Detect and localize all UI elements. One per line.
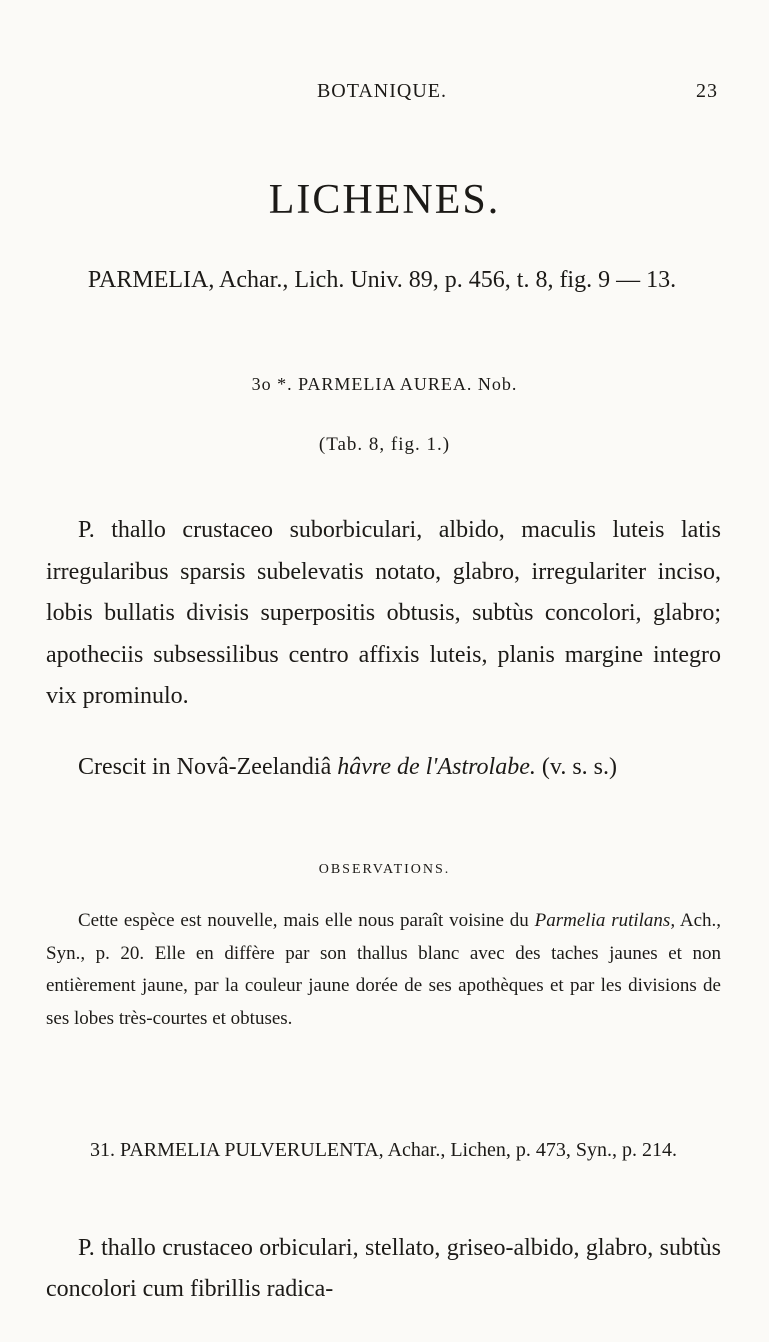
species2-heading: [46, 1130, 721, 1170]
genus-name: PARMELIA,: [87, 267, 215, 293]
habitat-locality: hâvre de l'Astrolabe.: [337, 754, 536, 780]
species-description: P. thallo crustaceo suborbiculari, albido, maculis luteis latis irregularibus sparsis subelevatis notato, glabro, irregulariter inciso, lobis bullatis divisis superpositis obtusis, subtùs concolori, glabro; apotheciis subsessilibus centro affixis luteis, planis margine integro vix prominulo.: [46, 517, 721, 709]
habitat-suffix: (v. s. s.): [541, 754, 617, 780]
page-header: [46, 80, 718, 110]
obs-text-before: Cette espèce est nouvelle, mais elle nous paraît voisine du: [78, 910, 529, 931]
genus-citation: Achar., Lich. Univ. 89, p. 456, t. 8, fig. 9 — 13.: [219, 267, 677, 293]
genus-heading: [46, 262, 718, 298]
page-number: 23: [696, 80, 718, 102]
obs-species-ref: Parmelia rutilans,: [534, 910, 676, 931]
habitat-paragraph: [46, 747, 721, 788]
obs-text-after: Ach., Syn., p. 20. Elle en diffère par son thallus blanc avec des taches jaunes et non entièrement jaune, par la couleur jaune dorée de ses apothèques et par les divisions de ses lobes très-courtes et obtuses.: [46, 910, 722, 1029]
section-title: LICHENES.: [268, 177, 501, 223]
plate-reference: (Tab. 8, fig. 1.): [318, 434, 451, 455]
species2-name: 31. PARMELIA PULVERULENTA,: [90, 1139, 384, 1161]
habitat-prefix: Crescit in Novâ-Zeelandiâ: [78, 754, 332, 780]
observations-text: [46, 905, 721, 1035]
species-heading: 3o *. PARMELIA AUREA. Nob.: [251, 374, 518, 394]
running-head: BOTANIQUE.: [316, 80, 448, 102]
species2-citation: Achar., Lichen, p. 473, Syn., p. 214.: [387, 1139, 677, 1161]
species2-description: P. thallo crustaceo orbiculari, stellato, griseo-albido, glabro, subtùs concolori cum fibrillis radica-: [46, 1235, 721, 1302]
observations-heading: OBSERVATIONS.: [318, 862, 451, 877]
